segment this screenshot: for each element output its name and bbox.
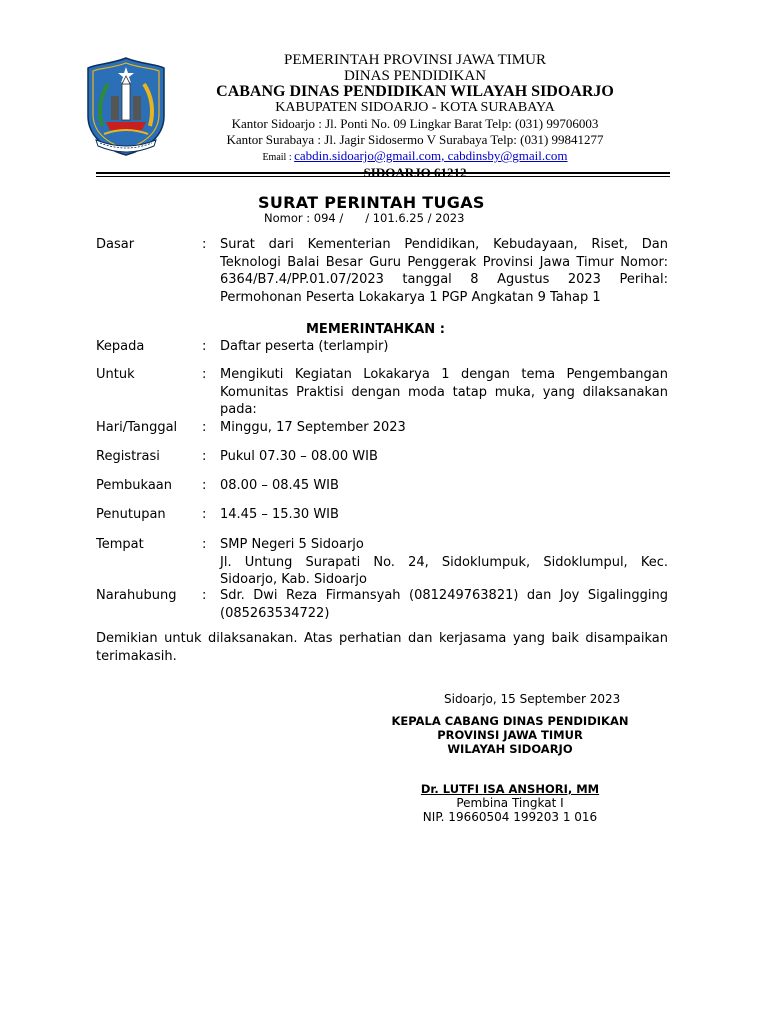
narahubung-line: (085263534722): [220, 605, 330, 621]
registrasi-value: Pukul 07.30 – 08.00 WIB: [220, 449, 378, 464]
dasar-row: [96, 236, 668, 308]
penutupan-label: Penutupan: [96, 507, 166, 522]
letterhead-divider-thick: [96, 172, 670, 174]
signatory-rank: Pembina Tingkat I: [456, 796, 564, 810]
letterhead-region: KABUPATEN SIDOARJO - KOTA SURABAYA: [275, 100, 555, 115]
tempat-line: Sidoarjo, Kab. Sidoarjo: [220, 572, 367, 587]
signature-office-line: WILAYAH SIDOARJO: [447, 742, 573, 756]
penutupan-value: 14.45 – 15.30 WIB: [220, 507, 339, 522]
tempat-label: Tempat: [96, 537, 144, 552]
tempat-row: [96, 536, 668, 590]
dasar-value: [220, 236, 668, 306]
registrasi-row: [96, 448, 668, 466]
tempat-line: SMP Negeri 5 Sidoarjo: [220, 537, 364, 552]
hari-row: [96, 419, 668, 437]
dasar-line: Permohonan Peserta Lokakarya 1 PGP Angkatan 9 Tahap 1: [220, 289, 601, 305]
signatory-nip: NIP. 19660504 199203 1 016: [422, 810, 598, 824]
penutupan-colon: :: [202, 507, 207, 522]
hari-label: Hari/Tanggal: [96, 420, 178, 435]
kepada-label: Kepada: [96, 339, 145, 354]
letterhead-agency: DINAS PENDIDIKAN: [343, 68, 487, 84]
narahubung-value: [220, 587, 668, 622]
signatory-name: Dr. LUTFI ISA ANSHORI, MM: [420, 782, 600, 796]
letterhead-government: PEMERINTAH PROVINSI JAWA TIMUR: [284, 52, 546, 68]
letterhead-postal: SIDOARJO 61212: [363, 165, 467, 180]
signature-place-date: Sidoarjo, 15 September 2023: [444, 692, 621, 706]
letterhead-email: [180, 148, 650, 165]
untuk-line: Komunitas Praktisi dengan moda tatap muka, yang dilaksanakan: [220, 384, 668, 400]
document-number: Nomor : 094 / / 101.6.25 / 2023: [264, 211, 465, 225]
untuk-label: Untuk: [96, 367, 135, 382]
dasar-label: Dasar: [96, 237, 135, 252]
pembukaan-row: [96, 477, 668, 495]
dasar-colon: :: [202, 237, 207, 252]
untuk-value: [220, 366, 668, 419]
pembukaan-label: Pembukaan: [96, 478, 173, 493]
tempat-colon: :: [202, 537, 207, 552]
dasar-line: Teknologi Balai Besar Guru Penggerak Provinsi Jawa Timur Nomor:: [220, 254, 668, 270]
dasar-line: Surat dari Kementerian Pendidikan, Kebudayaan, Riset, Dan: [220, 237, 668, 252]
kepada-colon: :: [202, 339, 207, 354]
hari-colon: :: [202, 420, 207, 435]
tempat-line: Jl. Untung Surapati No. 24, Sidoklumpuk, Sidoklumpul, Kec.: [220, 554, 668, 570]
penutupan-row: [96, 506, 668, 524]
registrasi-colon: :: [202, 449, 207, 464]
dasar-line: 6364/B7.4/PP.01.07/2023 tanggal 8 Agustus 2023 Perihal:: [220, 272, 668, 287]
command-heading: MEMERINTAHKAN :: [306, 322, 445, 337]
hari-value: Minggu, 17 September 2023: [220, 420, 406, 435]
letterhead: [180, 52, 650, 181]
pembukaan-colon: :: [202, 478, 207, 493]
tempat-value: [220, 536, 668, 589]
letterhead-office-sidoarjo: Kantor Sidoarjo : Jl. Ponti No. 09 Lingkar Barat Telp: (031) 99706003: [231, 116, 599, 131]
signature-office-line: KEPALA CABANG DINAS PENDIDIKAN: [391, 714, 629, 728]
document-title: SURAT PERINTAH TUGAS: [258, 193, 485, 212]
narahubung-label: Narahubung: [96, 588, 177, 603]
email-label: Email :: [262, 152, 292, 163]
closing-line: terimakasih.: [96, 648, 177, 664]
untuk-line: pada:: [220, 402, 257, 417]
untuk-colon: :: [202, 367, 207, 382]
pembukaan-value: 08.00 – 08.45 WIB: [220, 478, 339, 493]
signature-office-line: PROVINSI JAWA TIMUR: [437, 728, 583, 742]
untuk-line: Mengikuti Kegiatan Lokakarya 1 dengan tema Pengembangan: [220, 367, 668, 382]
kepada-value: Daftar peserta (terlampir): [220, 339, 389, 354]
letterhead-divider-thin: [96, 176, 670, 177]
letterhead-office-surabaya: Kantor Surabaya : Jl. Jagir Sidosermo V Surabaya Telp: (031) 99841277: [226, 132, 604, 147]
signature-office: [372, 714, 648, 756]
kepada-row: [96, 338, 668, 356]
east-java-emblem-icon: [86, 56, 166, 156]
narahubung-line: Sdr. Dwi Reza Firmansyah (081249763821) dan Joy Sigalingging: [220, 588, 668, 603]
untuk-row: [96, 366, 668, 420]
registrasi-label: Registrasi: [96, 449, 160, 464]
closing-paragraph: [96, 630, 668, 665]
letterhead-branch: CABANG DINAS PENDIDIKAN WILAYAH SIDOARJO: [216, 83, 614, 100]
narahubung-row: [96, 587, 668, 623]
closing-line: Demikian untuk dilaksanakan. Atas perhatian dan kerjasama yang baik disampaikan: [96, 631, 668, 646]
narahubung-colon: :: [202, 588, 207, 603]
email-link[interactable]: cabdin.sidoarjo@gmail.com, cabdinsby@gmail.com: [294, 148, 568, 163]
